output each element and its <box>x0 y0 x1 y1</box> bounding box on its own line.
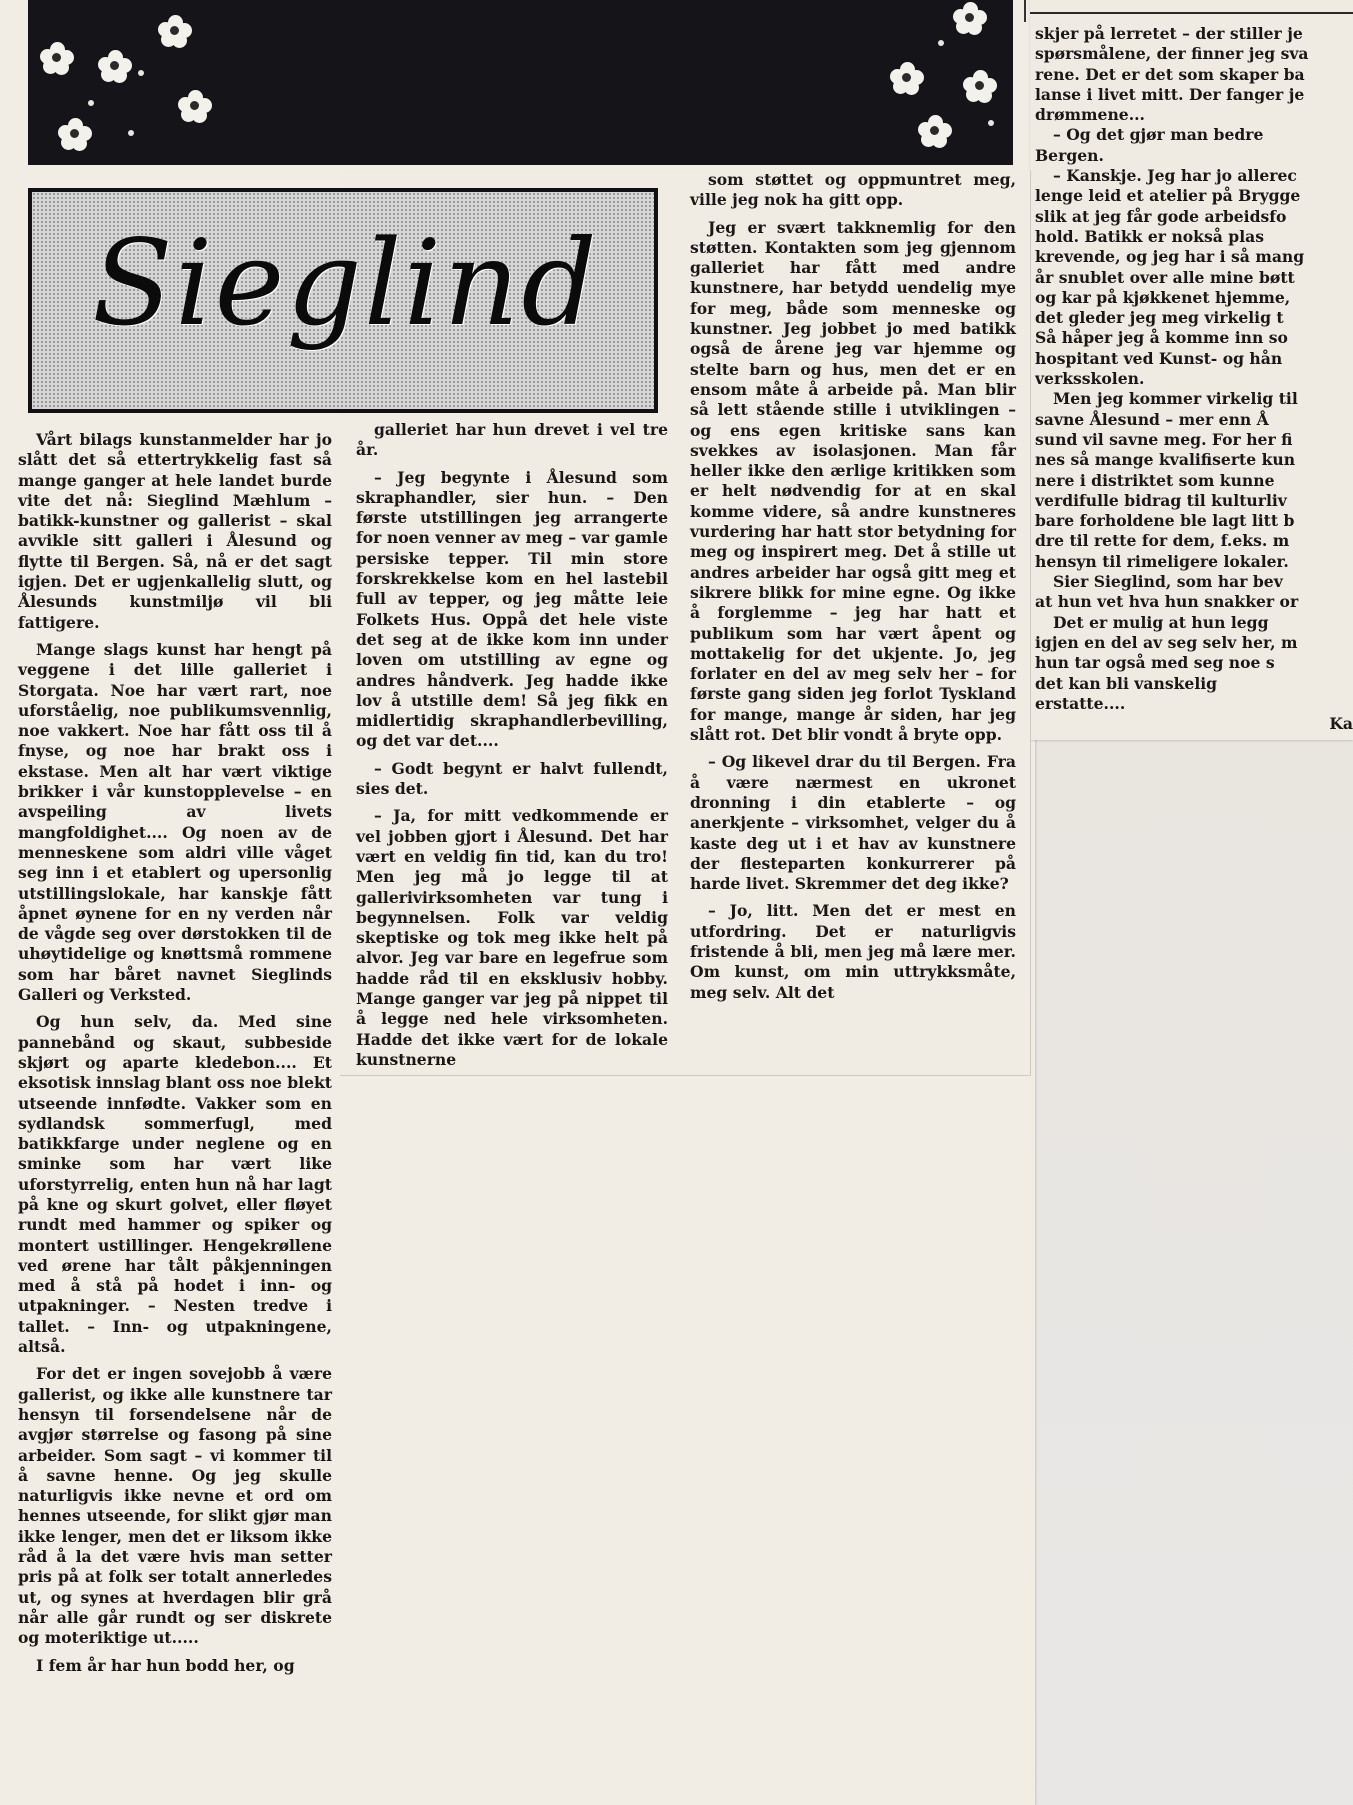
text-line: slik at jeg får gode arbeidsfo <box>1035 206 1287 226</box>
paragraph: Og hun selv, da. Med sine pannebånd og skaut, subbeside skjørt og aparte kledebon.... Et eksotisk innslag blant oss noe blekt utseende innfødte. Vakker som en sydlandsk sommerfugl, med batikkfarge under neglene og en sminke som har vært like uforstyrrelig, enten hun nå har lagt på kne og skurt golvet, eller fløyet rundt med hammer og spiker og montert ustillinger. Hengekrøllene ved ørene har tålt påkjenningen med å stå på hodet i inn- og utpakninger. – Nesten tredve i tallet. – Inn- og utpakningene, altså. <box>18 1012 332 1357</box>
headline: Sieglind <box>92 214 599 352</box>
text-line: igjen en del av seg selv her, m <box>1035 632 1298 652</box>
flower-icon <box>890 62 924 96</box>
floral-banner-image <box>28 0 1013 165</box>
text-line: og kar på kjøkkenet hjemme, <box>1035 287 1291 307</box>
paragraph: galleriet har hun drevet i vel tre år. <box>356 420 668 460</box>
text-line: verdifulle bidrag til kulturliv <box>1035 490 1287 510</box>
text-line: spørsmålene, der finner jeg sva <box>1035 44 1309 64</box>
column-rule <box>1030 12 1353 14</box>
paragraph: Vårt bilags kunstanmelder har jo slått det så ettertrykkelig fast så mange ganger at hele landet burde vite det nå: Sieglind Mæhlum – batikk-kunstner og gallerist – skal avvikle sitt galleri i Ålesund og flytte til Bergen. Så, nå er det sagt igjen. Det er ugjenkallelig slutt, og Ålesunds kunstmiljø vil bli fattigere. <box>18 430 332 632</box>
text-line: Det er mulig at hun legg <box>1053 612 1269 632</box>
article-column-2 <box>356 420 668 1077</box>
flower-icon <box>178 90 212 124</box>
text-line: det gleder jeg meg virkelig t <box>1035 308 1284 328</box>
paragraph: – Ja, for mitt vedkommende er vel jobben gjort i Ålesund. Det har vært en veldig fin tid, kan du tro! Men jeg må jo legge til at gallerivirksomheten var tung i begynnelsen. Folk var veldig skeptiske og tok meg ikke helt på alvor. Jeg var bare en legefrue som hadde råd til en eksklusiv hobby. Mange ganger var jeg på nippet til å legge ned hele virksomheten. Hadde det ikke vært for de lokale kunstnerne <box>356 806 668 1069</box>
text-line: Men jeg kommer virkelig til <box>1053 389 1298 409</box>
text-line: bare forholdene ble lagt litt b <box>1035 511 1295 531</box>
flower-icon <box>963 70 997 104</box>
article-column-1 <box>18 430 332 1683</box>
text-line: hensyn til rimeligere lokaler. <box>1035 551 1289 571</box>
flower-icon <box>953 2 987 36</box>
text-line: – Og det gjør man bedre <box>1053 125 1264 145</box>
dot <box>138 70 144 76</box>
paragraph: – Godt begynt er halvt fullendt, sies det. <box>356 758 668 799</box>
text-line: hun tar også med seg noe s <box>1035 653 1275 673</box>
flower-icon <box>98 50 132 84</box>
text-line: nes så mange kvalifiserte kun <box>1035 450 1296 470</box>
paragraph: – Jo, litt. Men det er mest en utfordring. Det er naturligvis fristende å bli, men jeg må lære mer. Om kunst, om min uttrykksmåte, meg selv. Alt det <box>690 901 1016 1002</box>
text-line: sund vil savne meg. For her fi <box>1035 429 1293 449</box>
article-column-4 <box>1035 24 1353 734</box>
author-signature: Ka <box>1329 714 1353 734</box>
text-line: skjer på lerretet – der stiller je <box>1035 24 1303 43</box>
text-line: dre til rette for dem, f.eks. m <box>1035 531 1290 551</box>
text-line: verksskolen. <box>1035 369 1145 389</box>
text-line: – Kanskje. Jeg har jo allerec <box>1053 166 1297 186</box>
dot <box>938 40 944 46</box>
text-line: lenge leid et atelier på Brygge <box>1035 186 1301 206</box>
article-column-3 <box>690 170 1016 1010</box>
text-line: at hun vet hva hun snakker or <box>1035 592 1299 612</box>
text-line: drømmene... <box>1035 105 1145 125</box>
flower-icon <box>918 115 952 149</box>
flower-icon <box>58 118 92 152</box>
text-line: rene. Det er det som skaper ba <box>1035 64 1305 84</box>
text-line: hold. Batikk er nokså plas <box>1035 226 1265 246</box>
text-line: hospitant ved Kunst- og hån <box>1035 348 1283 368</box>
text-line: år snublet over alle mine bøtt <box>1035 267 1295 287</box>
paragraph: Jeg er svært takknemlig for den støtten. Kontakten som jeg gjennom galleriet har fått med andre kunstnere, har betydd uendelig mye for meg, både som menneske og kunstner. Jeg jobbet jo med batikk også de årene jeg var hjemme og stelte barn og hus, men det er en ensom måte å arbeide på. Man blir så lett stående stille i utviklingen – og ens egen kritiske sans kan svekkes av isolasjonen. Man får heller ikke den ærlige kritikken som er helt nødvendig for at en skal komme videre, så andre kunstneres vurdering har hatt stor betydning for meg og inspirert meg. Det å stille ut andres arbeider har også gitt meg et sikrere blikk for mine egne. Og ikke å forglemme – jeg har hatt et publikum som har vært åpent og mottakelig for det ukjente. Jo, jeg forlater en del av meg selv her – for første gang siden jeg forlot Tyskland for mange, mange år siden, har jeg slått rot. Det blir vondt å bryte opp. <box>690 217 1016 745</box>
text-line: krevende, og jeg har i så mang <box>1035 247 1305 267</box>
paragraph: For det er ingen sovejobb å være gallerist, og ikke alle kunstnere tar hensyn til forsendelsene når de avgjør størrelse og fasong på sine arbeider. Som sagt – vi kommer til å savne henne. Og jeg skulle naturligvis ikke nevne et ord om hennes utseende, for slikt gjør man ikke lenger, men det er liksom ikke råd å la det være hvis man setter pris på at folk ser totalt annerledes ut, og synes at hverdagen blir grå når alle går rundt og ser diskrete og moteriktige ut..... <box>18 1364 332 1648</box>
text-line: Sier Sieglind, som har bev <box>1053 572 1283 592</box>
flower-icon <box>40 42 74 76</box>
flower-icon <box>158 15 192 49</box>
dot <box>88 100 94 106</box>
paragraph: – Jeg begynte i Ålesund som skraphandler, sier hun. – Den første utstillingen jeg arrangerte for noen venner av meg – var gamle persiske tepper. Til min store forskrekkelse kom en hel lastebil full av tepper, og jeg måtte leie Folkets Hus. Oppå det hele viste det seg at de ikke kom inn under loven om utstilling av egne og andres håndverk. Jeg hadde ikke lov å utstille dem! Så jeg fikk en midlertidig skraphandlerbevilling, og det var det.... <box>356 467 668 751</box>
paragraph: Mange slags kunst har hengt på veggene i det lille galleriet i Storgata. Noe har vært rart, noe uforståelig, noe publikumsvennlig, noe vakkert. Noe har fått oss til å fnyse, og noe har brakt oss i ekstase. Men alt har vært viktige brikker i vår kunstopplevelse – en avspeiling av livets mangfoldighet.... Og noen av de menneskene som aldri ville våget seg inn i et etablert og upersonlig utstillingslokale, har kanskje fått åpnet øynene for en ny verden når de vågde seg over dørstokken til de uhøytidelige og knøttsmå rommene som har båret navnet Sieglinds Galleri og Verksted. <box>18 639 332 1005</box>
paragraph: som støttet og oppmuntret meg, ville jeg nok ha gitt opp. <box>690 170 1016 210</box>
text-line: lanse i livet mitt. Der fanger je <box>1035 84 1305 104</box>
text-line: erstatte.... <box>1035 693 1126 713</box>
text-line: det kan bli vanskelig <box>1035 673 1218 693</box>
text-line: savne Ålesund – mer enn Å <box>1035 409 1269 429</box>
dot <box>988 120 994 126</box>
text-line: Bergen. <box>1035 145 1104 165</box>
paragraph: I fem år har hun bodd her, og <box>36 1655 295 1675</box>
text-line: Så håper jeg å komme inn so <box>1035 328 1288 348</box>
column-divider <box>1024 0 1026 22</box>
dot <box>128 130 134 136</box>
headline-box <box>28 188 658 413</box>
text-line: nere i distriktet som kunne <box>1035 470 1275 490</box>
paragraph: – Og likevel drar du til Bergen. Fra å være nærmest en ukronet dronning i din etablerte – og anerkjente – virksomhet, velger du å kaste deg ut i et hav av kunstnere der flesteparten konkurrerer på harde livet. Skremmer det deg ikke? <box>690 752 1016 894</box>
